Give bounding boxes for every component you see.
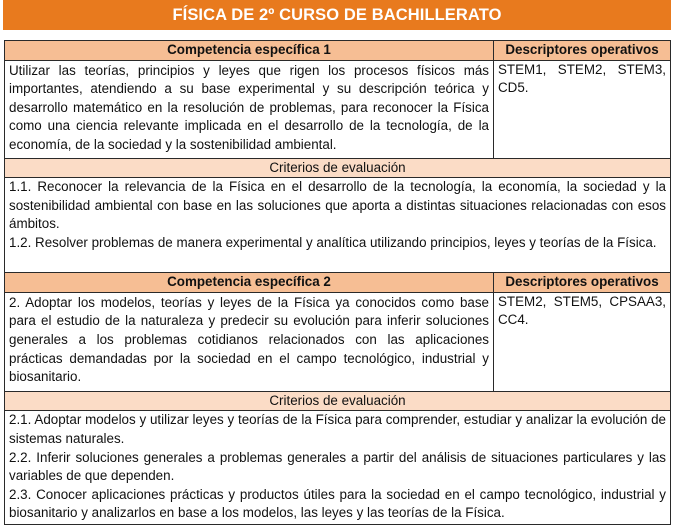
competencia-header-row <box>5 41 671 61</box>
descriptores-header: Descriptores operativos <box>494 41 671 61</box>
criterios-header-row <box>5 391 671 411</box>
page-title: FÍSICA DE 2º CURSO DE BACHILLERATO <box>172 5 502 24</box>
criterios-list <box>5 411 671 525</box>
criterios-header: Criterios de evaluación <box>5 158 671 178</box>
criterios-list <box>5 178 671 273</box>
competencia-header-row <box>5 273 671 293</box>
descriptores-header: Descriptores operativos <box>494 273 671 293</box>
criterio-item: 1.2. Resolver problemas de manera experimental y analítica utilizando principios, leyes y teorías de la Física. <box>9 234 657 250</box>
criterio-item: 1.1. Reconocer la relevancia de la Física en el desarrollo de la tecnología, la economía, la sociedad y la sostenibilidad ambiental con base en las soluciones que aporta a distintas situaciones relacionadas con esos ámbitos. <box>9 179 666 232</box>
competencia-row <box>5 60 671 158</box>
competencia-header: Competencia específica 2 <box>5 273 494 293</box>
page-title-banner <box>3 0 671 30</box>
competencia-row <box>5 292 671 391</box>
criterios-header-row <box>5 158 671 178</box>
criterio-item: 2.3. Conocer aplicaciones prácticas y productos útiles para la sociedad en el campo tecnológico, industrial y biosanitario y analizarlos en base a los modelos, las leyes y las teorías de la Física. <box>9 486 666 521</box>
competencia-text: Utilizar las teorías, principios y leyes que rigen los procesos físicos más importantes, atendiendo a su base experimental y su descripción teórica y desarrollo matemático en la resolución de problemas, para reconocer la Física como una ciencia relevante implicada en el desarrollo de la tecnología, de la economía, de la sociedad y la sostenibilidad ambiental. <box>5 60 494 158</box>
competencia-header: Competencia específica 1 <box>5 41 494 61</box>
curriculum-table <box>4 40 671 525</box>
competencia-text: 2. Adoptar los modelos, teorías y leyes de la Física ya conocidos como base para el estudio de la naturaleza y predecir su evolución para inferir soluciones generales a los problemas cotidianos relacionados con las aplicaciones prácticas demandadas por la sociedad en el campo tecnológico, industrial y biosanitario. <box>5 292 494 391</box>
criterio-item: 2.1. Adoptar modelos y utilizar leyes y teorías de la Física para comprender, estudiar y analizar la evolución de sistemas naturales. <box>9 412 666 446</box>
criterios-row <box>5 411 671 525</box>
criterios-header: Criterios de evaluación <box>5 391 671 411</box>
descriptores-value: STEM1, STEM2, STEM3, CD5. <box>494 60 671 158</box>
descriptores-value: STEM2, STEM5, CPSAA3, CC4. <box>494 292 671 391</box>
criterios-row <box>5 178 671 273</box>
criterio-item: 2.2. Inferir soluciones generales a problemas generales a partir del análisis de situaciones particulares y las variables de que dependen. <box>9 449 666 484</box>
